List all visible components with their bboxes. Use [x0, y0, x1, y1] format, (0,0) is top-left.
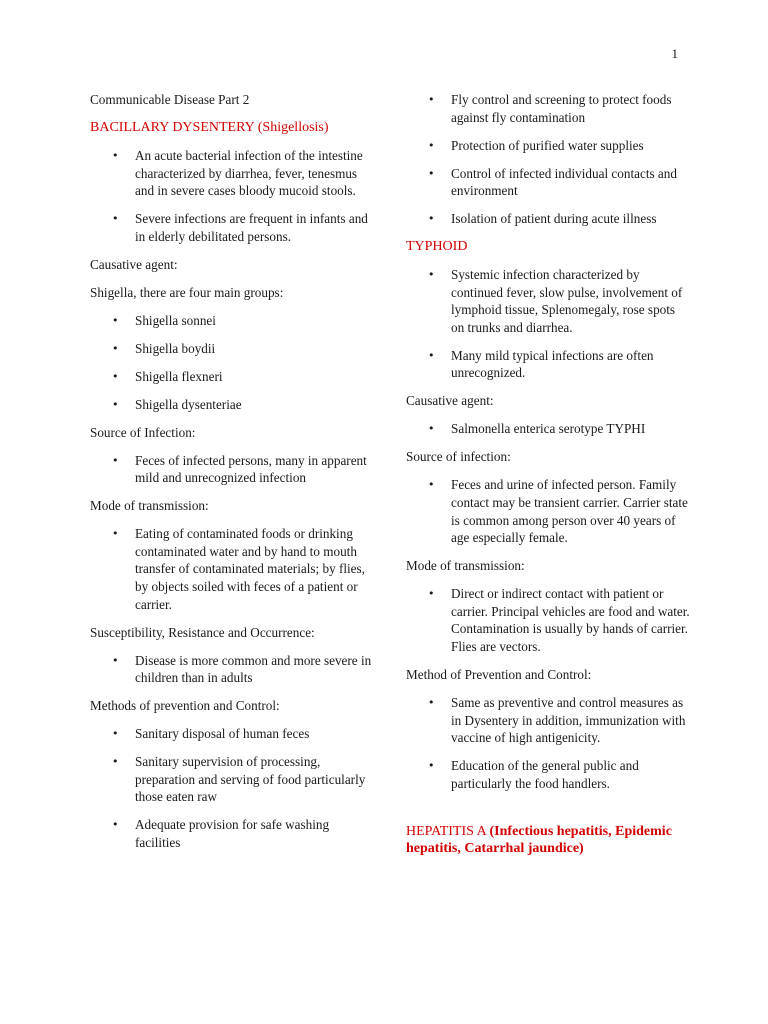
typhoid-intro-list — [406, 266, 691, 382]
list-item: • Feces of infected persons, many in apparent mild and unrecognized infection — [90, 452, 375, 487]
typhoid-prevention-list — [406, 694, 691, 792]
dysentery-mode-label: Mode of transmission: — [90, 498, 209, 514]
list-item: • Eating of contaminated foods or drinking contaminated water and by hand to mouth transfer of contaminated materials; by flies, by objects soiled with feces of a patient or carrier. — [90, 525, 375, 613]
dysentery-susceptibility-list — [90, 652, 375, 687]
hepatitis-heading-main: HEPATITIS A — [406, 823, 487, 839]
list-item: • Shigella flexneri — [90, 368, 375, 386]
dysentery-groups-label: Shigella, there are four main groups: — [90, 284, 284, 300]
list-item: • Shigella dysenteriae — [90, 396, 375, 414]
list-item: • Severe infections are frequent in infants and in elderly debilitated persons. — [90, 210, 375, 245]
list-item: • Education of the general public and particularly the food handlers. — [406, 757, 691, 792]
shigella-groups-list — [90, 312, 375, 414]
list-item: • Sanitary supervision of processing, preparation and serving of food particularly those eaten raw — [90, 753, 375, 806]
typhoid-prevention-label: Method of Prevention and Control: — [406, 666, 592, 682]
right-column — [406, 91, 691, 868]
dysentery-causative-label: Causative agent: — [90, 256, 178, 272]
list-item: • Feces and urine of infected person. Family contact may be transient carrier. Carrier state is common among person over 40 years of age especially female. — [406, 476, 691, 546]
dysentery-heading: BACILLARY DYSENTERY (Shigellosis) — [90, 119, 329, 135]
list-item: • Sanitary disposal of human feces — [90, 725, 375, 743]
document-title: Communicable Disease Part 2 — [90, 92, 250, 107]
dysentery-prevention-label: Methods of prevention and Control: — [90, 698, 280, 714]
list-item: • Direct or indirect contact with patient or carrier. Principal vehicles are food and water. Contamination is usually by hands of carrier. Flies are vectors. — [406, 585, 691, 655]
dysentery-susceptibility-label: Susceptibility, Resistance and Occurrence: — [90, 624, 315, 640]
list-item: • Control of infected individual contacts and environment — [406, 165, 691, 200]
typhoid-heading: TYPHOID — [406, 239, 468, 255]
list-item: • Same as preventive and control measures as in Dysentery in addition, immunization with vaccine of high antigenicity. — [406, 694, 691, 747]
list-item: • Isolation of patient during acute illness — [406, 210, 691, 228]
dysentery-intro-list — [90, 147, 375, 245]
list-item: • Disease is more common and more severe in children than in adults — [90, 652, 375, 687]
typhoid-mode-label: Mode of transmission: — [406, 558, 525, 574]
list-item: • Adequate provision for safe washing facilities — [90, 816, 375, 851]
list-item: • Protection of purified water supplies — [406, 137, 691, 155]
left-column — [90, 91, 375, 862]
list-item: • Many mild typical infections are often unrecognized. — [406, 347, 691, 382]
hepatitis-heading-sub: (Infectious hepatitis, Epidemic hepatitis, Catarrhal jaundice) — [406, 823, 672, 857]
typhoid-causative-label: Causative agent: — [406, 393, 494, 409]
dysentery-prevention-list-continued — [406, 91, 691, 228]
typhoid-causative-list — [406, 420, 691, 438]
page-number: 1 — [671, 46, 678, 61]
list-item: • Systemic infection characterized by continued fever, slow pulse, involvement of lymphoid tissue, Splenomegaly, rose spots on trunks and diarrhea. — [406, 266, 691, 336]
typhoid-source-list — [406, 476, 691, 546]
dysentery-source-label: Source of Infection: — [90, 424, 196, 440]
typhoid-source-label: Source of infection: — [406, 449, 511, 465]
list-item: • Shigella sonnei — [90, 312, 375, 330]
list-item: • Salmonella enterica serotype TYPHI — [406, 420, 691, 438]
list-item: • Fly control and screening to protect foods against fly contamination — [406, 91, 691, 126]
hepatitis-heading — [406, 823, 691, 858]
dysentery-mode-list — [90, 525, 375, 613]
dysentery-source-list — [90, 452, 375, 487]
list-item: • An acute bacterial infection of the intestine characterized by diarrhea, fever, tenesmus and in severe cases bloody mucoid stools. — [90, 147, 375, 200]
dysentery-prevention-list — [90, 725, 375, 851]
list-item: • Shigella boydii — [90, 340, 375, 358]
typhoid-mode-list — [406, 585, 691, 655]
